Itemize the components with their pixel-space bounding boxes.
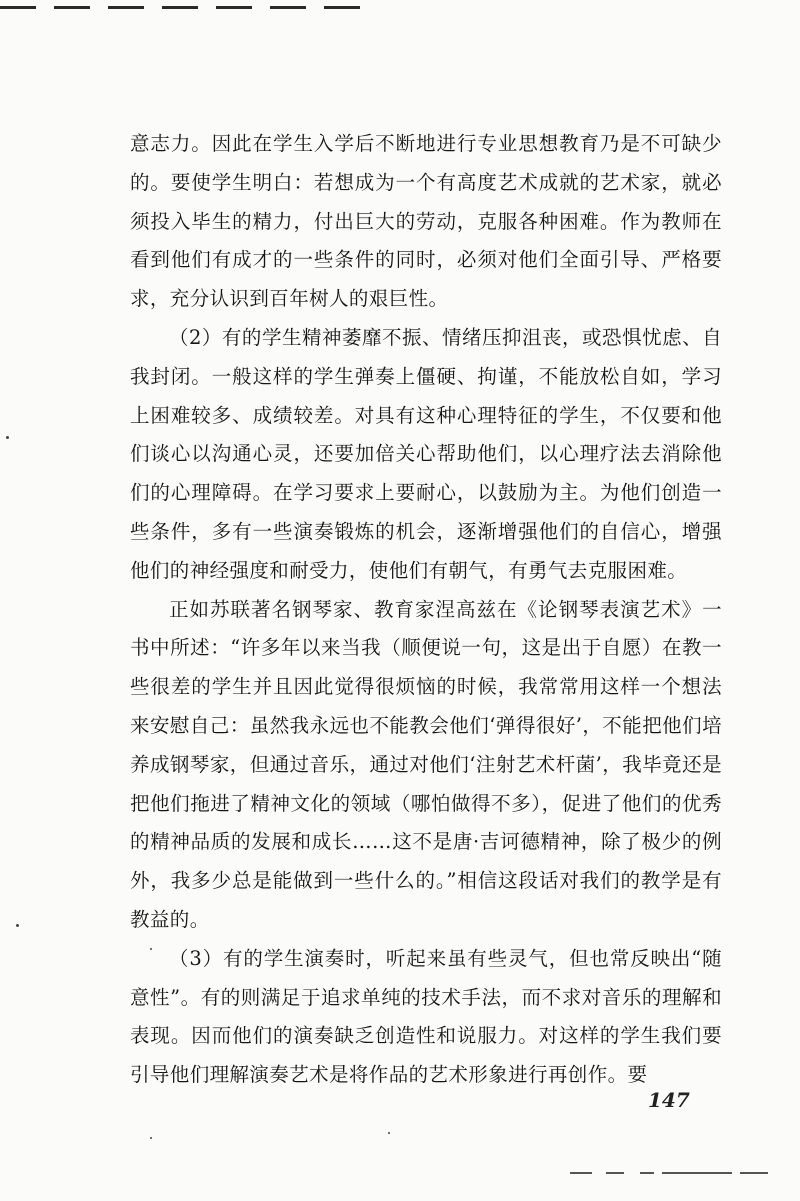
top-edge-dashes bbox=[0, 6, 360, 9]
bottom-scan-marks bbox=[570, 1172, 770, 1178]
dash-mark bbox=[324, 6, 360, 9]
paragraph-point-2: （2）有的学生精神萎靡不振、情绪压抑沮丧，或恐惧忧虑、自我封闭。一般这样的学生弹奏上僵硬、拘谨，不能放松自如，学习上困难较多、成绩较差。对具有这种心理特征的学生，不仅要和他们谈心以沟通心灵，还要加倍关心帮助他们，以心理疗法去消除他们的心理障碍。在学习要求上要耐心，以鼓励为主。为他们创造一些条件，多有一些演奏锻炼的机会，逐渐增强他们的自信心，增强他们的神经强度和耐受力，使他们有朝气，有勇气去克服困难。 bbox=[130, 325, 722, 582]
scan-line bbox=[662, 1172, 732, 1174]
scan-speck bbox=[6, 436, 9, 439]
scan-speck bbox=[16, 924, 19, 927]
page-number: 147 bbox=[648, 1088, 690, 1112]
dash-mark bbox=[162, 6, 198, 9]
dash-mark bbox=[0, 6, 36, 9]
paragraph-quote-neuhaus: 正如苏联著名钢琴家、教育家涅高兹在《论钢琴表演艺术》一书中所述：“许多年以来当我（顺便说一句，这是出于自愿）在教一些很差的学生并且因此觉得很烦恼的时候，我常常用这样一个想法来安慰自己：虽然我永远也不能教会他们‘弹得很好’，不能把他们培养成钢琴家，但通过音乐，通过对他们‘注射艺术杆菌’，我毕竟还是把他们拖进了精神文化的领域（哪怕做得不多），促进了他们的优秀的精神品质的发展和成长……这不是唐·吉诃德精神，除了极少的例外，我多少总是能做到一些什么的。”相信这段话对我们的教学是有教益的。 bbox=[130, 597, 722, 931]
dash-mark bbox=[54, 6, 90, 9]
scan-speck bbox=[388, 1132, 390, 1134]
dash-mark bbox=[108, 6, 144, 9]
scan-speck bbox=[150, 1137, 152, 1139]
scan-line bbox=[570, 1172, 592, 1174]
scan-line bbox=[640, 1172, 654, 1174]
dash-mark bbox=[216, 6, 252, 9]
dash-mark bbox=[270, 6, 306, 9]
scan-line bbox=[740, 1172, 768, 1174]
page-body bbox=[130, 125, 722, 1095]
paragraph-point-3: （3）有的学生演奏时，听起来虽有些灵气，但也常反映出“随意性”。有的则满足于追求单纯的技术手法，而不求对音乐的理解和表现。因而他们的演奏缺乏创造性和说服力。对这样的学生我们要引导他们理解演奏艺术是将作品的艺术形象进行再创作。要 bbox=[130, 946, 722, 1087]
scan-line bbox=[606, 1172, 624, 1174]
paragraph-continuation: 意志力。因此在学生入学后不断地进行专业思想教育乃是不可缺少的。要使学生明白：若想成为一个有高度艺术成就的艺术家，就必须投入毕生的精力，付出巨大的劳动，克服各种困难。作为教师在看到他们有成才的一些条件的同时，必须对他们全面引导、严格要求，充分认识到百年树人的艰巨性。 bbox=[130, 132, 722, 311]
